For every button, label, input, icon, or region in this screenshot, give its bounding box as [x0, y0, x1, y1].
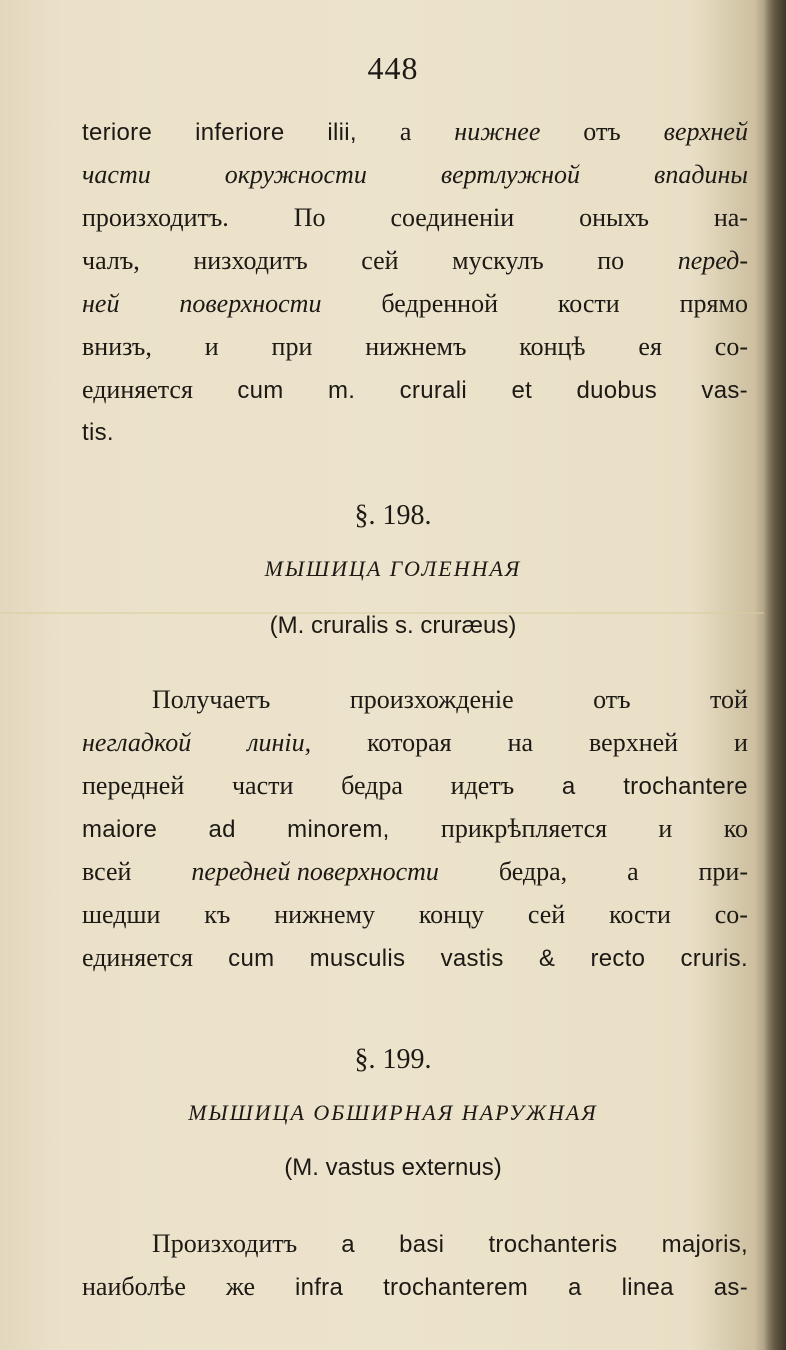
- text-line: внизъ, и при нижнемъ концѣ ея со-: [82, 332, 748, 361]
- text-line: Произходитъ a basi trochanteris majoris,: [152, 1229, 748, 1258]
- text-line: tis.: [82, 419, 114, 446]
- paragraph-vastus: [82, 1222, 748, 1308]
- section-heading-198: МЫШИЦА ГОЛЕННАЯ: [264, 556, 522, 581]
- page-edge-shadow: [764, 0, 786, 1350]
- text-line: части окружности вертлужной впадины: [82, 160, 748, 189]
- paragraph-cruralis: [82, 678, 748, 979]
- text-line: ней поверхности бедренной кости прямо: [82, 289, 748, 318]
- text-line: Получаетъ произхожденiе отъ той: [152, 685, 748, 714]
- text-line: terіоre іnferiore ilii, а нижнее отъ верхней: [82, 117, 748, 146]
- text-line: чалъ, низходитъ сей мускулъ по перед-: [82, 246, 748, 275]
- text-line: передней части бедра идетъ a trochantere: [82, 771, 748, 800]
- text-line: произходитъ. По соединенiи оныхъ на-: [82, 203, 748, 232]
- section-heading-199: МЫШИЦА ОБШИРНАЯ НАРУЖНАЯ: [188, 1100, 598, 1125]
- section-number-199: §. 199.: [354, 1044, 432, 1075]
- text-line: всей передней поверхности бедра, а при-: [82, 857, 748, 886]
- text-line: негладкой линiи, которая на верхней и: [82, 728, 748, 757]
- section-number-198: §. 198.: [354, 500, 432, 531]
- text-line: maiore ad minorem, прикрѣпляется и ко: [82, 814, 748, 843]
- page-number: 448: [367, 50, 419, 86]
- latin-name-199: (M. vastus externus): [284, 1154, 502, 1181]
- text-line: наиболѣе же infra trochanterem a linea as-: [82, 1272, 748, 1301]
- text-line: шедши къ нижнему концу сей кости со-: [82, 900, 748, 929]
- text-line: единяется cum musculis vastis & recto cruris.: [82, 943, 748, 972]
- text-line: единяется cum m. crurali et duobus vas-: [82, 375, 748, 404]
- latin-name-198: (M. cruralis s. cruræus): [269, 612, 517, 639]
- paragraph-continued: [82, 110, 748, 454]
